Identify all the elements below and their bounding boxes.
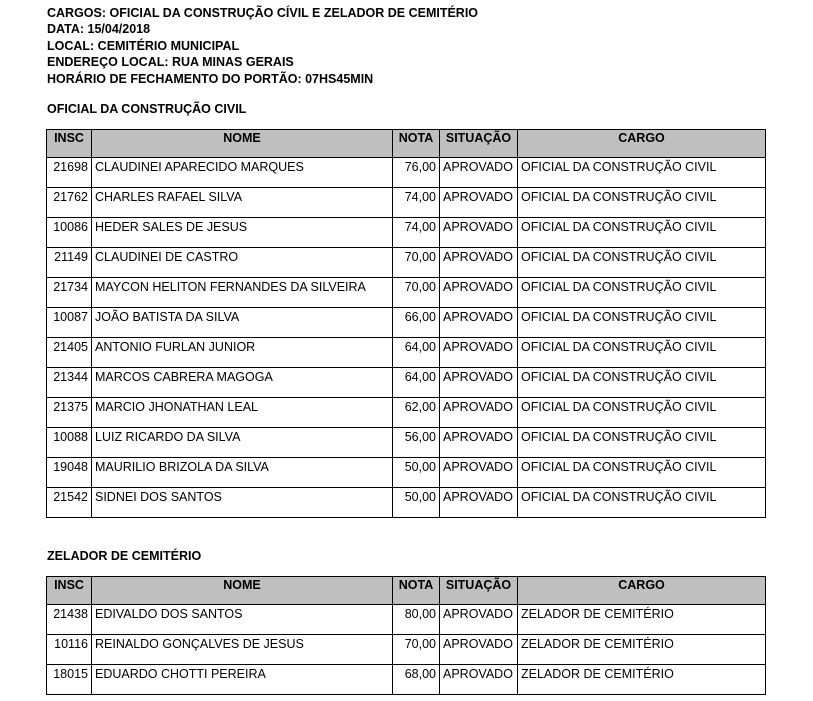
table-row bbox=[47, 428, 766, 458]
cell-insc: 18015 bbox=[47, 665, 92, 695]
cell-situacao: APROVADO bbox=[440, 248, 518, 278]
table-row bbox=[47, 218, 766, 248]
cell-situacao: APROVADO bbox=[440, 635, 518, 665]
cell-situacao: APROVADO bbox=[440, 308, 518, 338]
cell-nota: 62,00 bbox=[393, 398, 440, 428]
table-row bbox=[47, 605, 766, 635]
cell-nome: HEDER SALES DE JESUS bbox=[92, 218, 393, 248]
cell-cargo: OFICIAL DA CONSTRUÇÃO CIVIL bbox=[518, 158, 766, 188]
cell-nome: CHARLES RAFAEL SILVA bbox=[92, 188, 393, 218]
cell-insc: 21149 bbox=[47, 248, 92, 278]
cell-situacao: APROVADO bbox=[440, 158, 518, 188]
table-row bbox=[47, 308, 766, 338]
cell-situacao: APROVADO bbox=[440, 398, 518, 428]
cell-insc: 21438 bbox=[47, 605, 92, 635]
cell-situacao: APROVADO bbox=[440, 368, 518, 398]
cell-insc: 21734 bbox=[47, 278, 92, 308]
cell-insc: 10086 bbox=[47, 218, 92, 248]
results-table-oficial bbox=[46, 129, 766, 518]
column-header-situacao: SITUAÇÃO bbox=[440, 577, 518, 605]
cell-cargo: OFICIAL DA CONSTRUÇÃO CIVIL bbox=[518, 488, 766, 518]
section-title-oficial: OFICIAL DA CONSTRUÇÃO CIVIL bbox=[47, 102, 247, 116]
cell-nota: 68,00 bbox=[393, 665, 440, 695]
cell-nome: MARCOS CABRERA MAGOGA bbox=[92, 368, 393, 398]
cell-nome: REINALDO GONÇALVES DE JESUS bbox=[92, 635, 393, 665]
cell-nome: EDIVALDO DOS SANTOS bbox=[92, 605, 393, 635]
cell-nota: 66,00 bbox=[393, 308, 440, 338]
column-header-insc: INSC bbox=[47, 577, 92, 605]
table-body-oficial bbox=[47, 158, 766, 518]
cell-insc: 21375 bbox=[47, 398, 92, 428]
cell-situacao: APROVADO bbox=[440, 605, 518, 635]
cell-insc: 10088 bbox=[47, 428, 92, 458]
table-row bbox=[47, 158, 766, 188]
cell-situacao: APROVADO bbox=[440, 428, 518, 458]
header-data: DATA: 15/04/2018 bbox=[47, 22, 151, 37]
cell-cargo: OFICIAL DA CONSTRUÇÃO CIVIL bbox=[518, 278, 766, 308]
column-header-cargo: CARGO bbox=[518, 577, 766, 605]
cell-situacao: APROVADO bbox=[440, 665, 518, 695]
table-header-row bbox=[47, 130, 766, 158]
cell-nome: EDUARDO CHOTTI PEREIRA bbox=[92, 665, 393, 695]
table-row bbox=[47, 338, 766, 368]
table-row bbox=[47, 368, 766, 398]
column-header-situacao: SITUAÇÃO bbox=[440, 130, 518, 158]
document-header bbox=[47, 5, 478, 87]
table-row bbox=[47, 278, 766, 308]
cell-cargo: OFICIAL DA CONSTRUÇÃO CIVIL bbox=[518, 338, 766, 368]
column-header-nota: NOTA bbox=[393, 577, 440, 605]
cell-nome: LUIZ RICARDO DA SILVA bbox=[92, 428, 393, 458]
cell-nome: MAURILIO BRIZOLA DA SILVA bbox=[92, 458, 393, 488]
table-row bbox=[47, 665, 766, 695]
cell-cargo: OFICIAL DA CONSTRUÇÃO CIVIL bbox=[518, 368, 766, 398]
column-header-nome: NOME bbox=[92, 577, 393, 605]
table-row bbox=[47, 398, 766, 428]
cell-nome: CLAUDINEI DE CASTRO bbox=[92, 248, 393, 278]
cell-insc: 21762 bbox=[47, 188, 92, 218]
cell-nota: 64,00 bbox=[393, 338, 440, 368]
cell-cargo: OFICIAL DA CONSTRUÇÃO CIVIL bbox=[518, 308, 766, 338]
cell-nota: 64,00 bbox=[393, 368, 440, 398]
cell-cargo: OFICIAL DA CONSTRUÇÃO CIVIL bbox=[518, 398, 766, 428]
table-row bbox=[47, 488, 766, 518]
cell-cargo: OFICIAL DA CONSTRUÇÃO CIVIL bbox=[518, 188, 766, 218]
cell-nota: 70,00 bbox=[393, 248, 440, 278]
cell-nome: ANTONIO FURLAN JUNIOR bbox=[92, 338, 393, 368]
cell-nota: 56,00 bbox=[393, 428, 440, 458]
cell-insc: 21698 bbox=[47, 158, 92, 188]
cell-insc: 21405 bbox=[47, 338, 92, 368]
cell-insc: 10087 bbox=[47, 308, 92, 338]
cell-situacao: APROVADO bbox=[440, 338, 518, 368]
table-row bbox=[47, 188, 766, 218]
table-header-row bbox=[47, 577, 766, 605]
column-header-nota: NOTA bbox=[393, 130, 440, 158]
cell-insc: 19048 bbox=[47, 458, 92, 488]
cell-cargo: ZELADOR DE CEMITÉRIO bbox=[518, 665, 766, 695]
cell-cargo: OFICIAL DA CONSTRUÇÃO CIVIL bbox=[518, 248, 766, 278]
cell-nota: 70,00 bbox=[393, 278, 440, 308]
table-row bbox=[47, 458, 766, 488]
header-horario: HORÁRIO DE FECHAMENTO DO PORTÃO: 07HS45MIN bbox=[47, 71, 374, 86]
cell-nota: 74,00 bbox=[393, 188, 440, 218]
cell-nome: SIDNEI DOS SANTOS bbox=[92, 488, 393, 518]
cell-cargo: OFICIAL DA CONSTRUÇÃO CIVIL bbox=[518, 218, 766, 248]
cell-cargo: ZELADOR DE CEMITÉRIO bbox=[518, 605, 766, 635]
table-row bbox=[47, 248, 766, 278]
header-cargos: CARGOS: OFICIAL DA CONSTRUÇÃO CÍVIL E ZELADOR DE CEMITÉRIO bbox=[47, 6, 479, 20]
cell-nota: 80,00 bbox=[393, 605, 440, 635]
column-header-cargo: CARGO bbox=[518, 130, 766, 158]
cell-cargo: OFICIAL DA CONSTRUÇÃO CIVIL bbox=[518, 458, 766, 488]
table-row bbox=[47, 635, 766, 665]
section-title-zelador: ZELADOR DE CEMITÉRIO bbox=[47, 549, 202, 563]
cell-nome: JOÃO BATISTA DA SILVA bbox=[92, 308, 393, 338]
cell-situacao: APROVADO bbox=[440, 458, 518, 488]
cell-situacao: APROVADO bbox=[440, 278, 518, 308]
cell-situacao: APROVADO bbox=[440, 488, 518, 518]
cell-insc: 21542 bbox=[47, 488, 92, 518]
table-body-zelador bbox=[47, 605, 766, 695]
cell-nota: 50,00 bbox=[393, 488, 440, 518]
results-table-zelador bbox=[46, 576, 766, 695]
cell-nome: MAYCON HELITON FERNANDES DA SILVEIRA bbox=[92, 278, 393, 308]
cell-cargo: OFICIAL DA CONSTRUÇÃO CIVIL bbox=[518, 428, 766, 458]
cell-situacao: APROVADO bbox=[440, 218, 518, 248]
cell-nome: MARCIO JHONATHAN LEAL bbox=[92, 398, 393, 428]
cell-insc: 21344 bbox=[47, 368, 92, 398]
column-header-insc: INSC bbox=[47, 130, 92, 158]
cell-nota: 74,00 bbox=[393, 218, 440, 248]
cell-nota: 70,00 bbox=[393, 635, 440, 665]
cell-cargo: ZELADOR DE CEMITÉRIO bbox=[518, 635, 766, 665]
column-header-nome: NOME bbox=[92, 130, 393, 158]
cell-insc: 10116 bbox=[47, 635, 92, 665]
cell-nota: 50,00 bbox=[393, 458, 440, 488]
cell-nome: CLAUDINEI APARECIDO MARQUES bbox=[92, 158, 393, 188]
header-endereco: ENDEREÇO LOCAL: RUA MINAS GERAIS bbox=[47, 55, 294, 70]
cell-nota: 76,00 bbox=[393, 158, 440, 188]
cell-situacao: APROVADO bbox=[440, 188, 518, 218]
header-local: LOCAL: CEMITÉRIO MUNICIPAL bbox=[47, 38, 240, 53]
